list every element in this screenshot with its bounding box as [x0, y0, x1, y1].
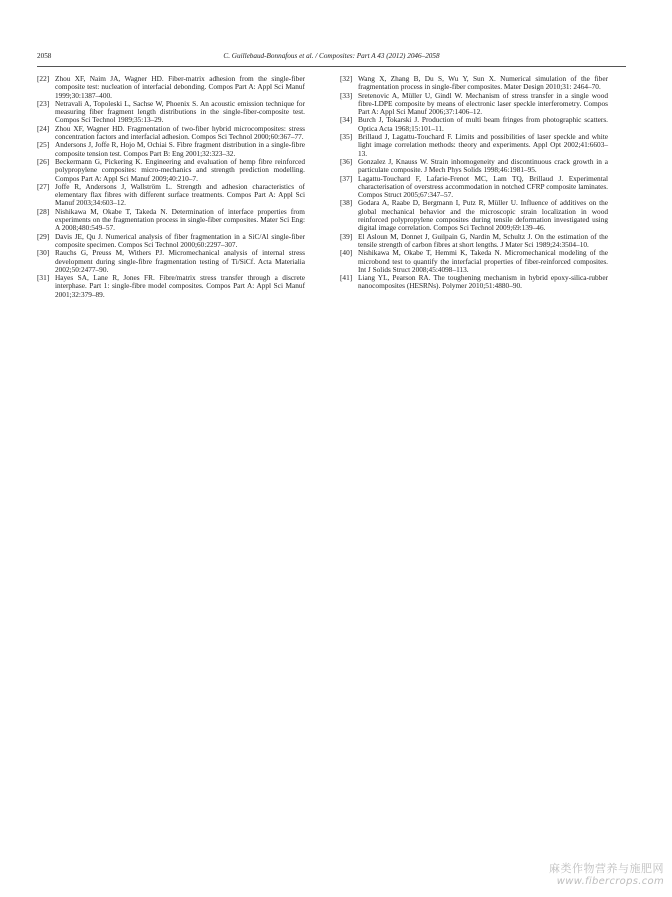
reference-text: El Asloun M, Donnet J, Guilpain G, Nardin M, Schultz J. On the estimation of the tensile strength of carbon fibres at short lengths. J Mater Sci 1989;24:3504–10.	[358, 231, 608, 249]
reference-item	[340, 274, 608, 291]
reference-text: Lagattu-Touchard F, Lafarie-Frenot MC, Lam TQ, Brillaud J. Experimental characterisation of overstress accommodation in notched CFRP composite laminates. Compos Struct 2005;67:347–57.	[358, 173, 608, 200]
reference-text: Brillaud J, Lagattu-Touchard F. Limits and possibilities of laser speckle and white light image correlation methods: theory and experiments. Appl Opt 2002;41:6603–13.	[358, 132, 608, 158]
reference-text: Zhou XF, Wagner HD. Fragmentation of two-fiber hybrid microcomposites: stress concentration factors and interfacial adhesion. Compos Sci Technol 2000;60:367–77.	[55, 123, 305, 142]
reference-number: [28]	[37, 206, 50, 216]
reference-text: Nishikawa M, Okabe T, Hemmi K, Takeda N. Micromechanical modeling of the microbond test to quantify the interfacial properties of fiber-reinforced composites. Int J Solids Struct 2008;45:4098–113.	[358, 248, 608, 274]
reference-number: [35]	[340, 132, 353, 142]
reference-item	[340, 158, 608, 175]
reference-number: [25]	[37, 140, 50, 150]
reference-number: [30]	[37, 248, 50, 258]
watermark	[534, 860, 664, 887]
reference-number: [39]	[340, 231, 353, 241]
reference-number: [24]	[37, 123, 50, 133]
reference-item	[37, 141, 305, 158]
reference-item	[37, 208, 305, 233]
reference-text: Davis JE, Qu J. Numerical analysis of fiber fragmentation in a SiC/Al single-fiber composite specimen. Compos Sci Technol 2000;60:2297–307.	[55, 231, 305, 249]
reference-number: [23]	[37, 98, 50, 108]
watermark-url: www.fibercrops.com	[556, 876, 664, 887]
reference-number: [34]	[340, 115, 353, 125]
reference-number: [31]	[37, 273, 50, 283]
reference-item	[340, 199, 608, 232]
reference-text: Sretenovic A, Müller U, Gindl W. Mechanism of stress transfer in a single wood fibre-LDPE composite by means of electronic laser speckle interferometry. Compos Part A: Appl Sci Manuf 2006;37:1406–12.	[358, 90, 608, 117]
reference-item	[37, 233, 305, 250]
reference-text: Rauchs G, Preuss M, Withers PJ. Micromechanical analysis of internal stress development during single-fibre fragmentation testing of Ti/SiCf. Acta Materialia 2002;50:2477–90.	[55, 248, 305, 274]
reference-text: Andersons J, Joffe R, Hojo M, Ochiai S. Fibre fragment distribution in a single-fibre composite tension test. Compos Part B: Eng 2001;32:323–32.	[55, 140, 305, 158]
page-number: 2058	[37, 52, 52, 60]
reference-text: Nishikawa M, Okabe T, Takeda N. Determination of interface properties from experiments on the fragmentation process in single-fiber composites. Mater Sci Eng: A 2008;480:549–57.	[55, 206, 305, 233]
reference-number: [27]	[37, 181, 50, 191]
reference-item	[340, 133, 608, 158]
reference-text: Netravali A, Topoleski L, Sachse W, Phoenix S. An acoustic emission technique for measuring fiber fragment length distributions in the single-fiber-composite test. Compos Sci Technol 1989;35:13–29.	[55, 98, 305, 125]
references-right-column	[340, 75, 608, 291]
reference-item	[340, 249, 608, 274]
reference-item	[37, 75, 305, 100]
reference-item	[340, 116, 608, 133]
reference-item	[340, 175, 608, 200]
reference-item	[340, 75, 608, 92]
reference-text: Zhou XF, Naim JA, Wagner HD. Fiber-matrix adhesion from the single-fiber composite test: nucleation of interfacial debonding. Compos Part A: Appl Sci Manuf 1999;30:1387–400.	[55, 74, 305, 100]
running-head: C. Guillebaud-Bonnafous et al. / Composites: Part A 43 (2012) 2046–2058	[223, 52, 440, 60]
reference-item	[37, 125, 305, 142]
header-rule	[37, 66, 626, 67]
reference-text: Joffe R, Andersons J, Wallström L. Strength and adhesion characteristics of elementary flax fibres with different surface treatments. Compos Part A: Appl Sci Manuf 2003;34:603–12.	[55, 181, 305, 208]
reference-number: [32]	[340, 74, 353, 83]
reference-number: [38]	[340, 198, 353, 208]
reference-number: [41]	[340, 273, 353, 283]
reference-number: [37]	[340, 173, 353, 183]
reference-item	[340, 92, 608, 117]
reference-number: [33]	[340, 90, 353, 100]
reference-text: Burch J, Tokarski J. Production of multi beam fringes from photographic scatters. Optica Acta 1968;15:101–11.	[358, 115, 608, 133]
references-left-column	[37, 75, 305, 299]
reference-text: Beckermann G, Pickering K. Engineering and evaluation of hemp fibre reinforced polypropylene composites: micro-mechanics and strength prediction modelling. Compos Part A: Appl Sci Manuf 2009;40:210–7.	[55, 156, 305, 183]
reference-text: Hayes SA, Lane R, Jones FR. Fibre/matrix stress transfer through a discrete interphase. Part 1: single-fibre model composites. Compos Part A: Appl Sci Manuf 2001;32:379–89.	[55, 273, 305, 299]
reference-text: Liang YL, Pearson RA. The toughening mechanism in hybrid epoxy-silica-rubber nanocomposites (HESRNs). Polymer 2010;51:4880–90.	[358, 273, 608, 291]
watermark-chinese-text: 麻类作物营养与施肥网	[549, 862, 664, 875]
reference-text: Gonzalez J, Knauss W. Strain inhomogeneity and discontinuous crack growth in a particulate composite. J Mech Phys Solids 1998;46:1981–95.	[358, 156, 608, 175]
reference-item	[37, 158, 305, 183]
reference-item	[340, 233, 608, 250]
reference-text: Godara A, Raabe D, Bergmann I, Putz R, Müller U. Influence of additives on the global mechanical behavior and the microscopic strain localization in wood reinforced polypropylene composites during tensile deformation investigated using digital image correlation. Compos Sci Technol 2009;69:139–46.	[358, 198, 608, 233]
reference-item	[37, 274, 305, 299]
reference-number: [40]	[340, 248, 353, 258]
reference-item	[37, 183, 305, 208]
reference-number: [26]	[37, 156, 50, 166]
page-header	[37, 52, 626, 63]
reference-number: [29]	[37, 231, 50, 241]
reference-text: Wang X, Zhang B, Du S, Wu Y, Sun X. Numerical simulation of the fiber fragmentation process in single-fiber composites. Mater Design 2010;31: 2464–70.	[358, 74, 608, 92]
reference-item	[37, 100, 305, 125]
reference-number: [22]	[37, 74, 50, 83]
reference-item	[37, 249, 305, 274]
reference-number: [36]	[340, 156, 353, 166]
